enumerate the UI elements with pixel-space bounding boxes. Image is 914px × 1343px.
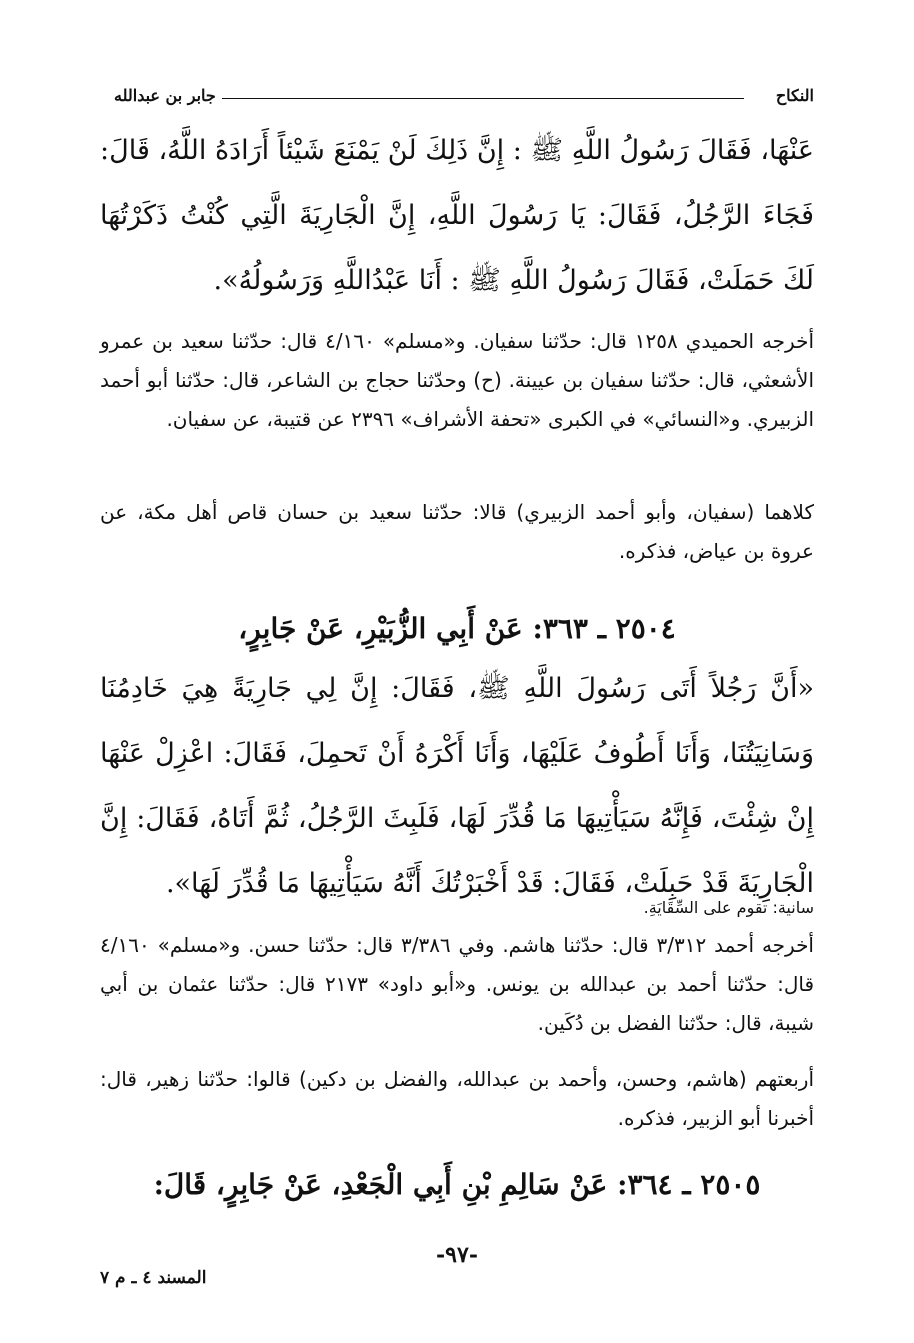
hadith-heading-2505: ٢٥٠٥ ـ ٣٦٤: عَنْ سَالِمِ بْنِ أَبِي الْجَعْدِ، عَنْ جَابِرٍ، قَالَ: [153, 1168, 761, 1201]
hadith-text-2504: «أَنَّ رَجُلاً أَتَى رَسُولَ اللَّهِ ﷺ، فَقَالَ: إِنَّ لِي جَارِيَةً هِيَ خَادِمُنَا وَسَانِيَتُنَا، وَأَنَا أَطُوفُ عَلَيْهَا، وَأَنَا أَكْرَهُ أَنْ تَحمِلَ، فَقَالَ: اعْزِلْ عَنْهَا إِنْ شِئْتَ، فَإِنَّهُ سَيَأْتِيهَا مَا قُدِّرَ لَهَا، فَلَبِثَ الرَّجُلُ، ثُمَّ أَتَاهُ، فَقَالَ: إِنَّ الْجَارِيَةَ قَدْ حَبِلَتْ، فَقَالَ: قَدْ أَخْبَرْتُكَ أَنَّهُ سَيَأْتِيهَا مَا قُدِّرَ لَهَا». [100, 673, 814, 899]
header-rule [210, 98, 744, 99]
takhrij-paragraph-1: أخرجه الحميدي ١٢٥٨ قال: حدّثنا سفيان. و«مسلم» ٤/١٦٠ قال: حدّثنا سعيد بن عمرو الأشعثي، قال: حدّثنا سفيان بن عيينة. (ح) وحدّثنا حجاج بن الشاعر، قال: حدّثنا أبو أحمد الزبيري. و«النسائي» في الكبرى «تحفة الأشراف» ٢٣٩٦ عن قتيبة، عن سفيان. [100, 329, 815, 431]
running-header [114, 84, 814, 108]
takhrij-paragraph-2: كلاهما (سفيان، وأبو أحمد الزبيري) قالا: حدّثنا سعيد بن حسان قاص أهل مكة، عن عروة بن عياض، فذكره. [100, 500, 814, 563]
chapter-title: النكاح [770, 84, 814, 108]
hadith-heading-2504: ٢٥٠٤ ـ ٣٦٣: عَنْ أَبِي الزُّبَيْرِ، عَنْ جَابِرٍ، [238, 612, 676, 645]
takhrij-paragraph-4: أربعتهم (هاشم، وحسن، وأحمد بن عبدالله، والفضل بن دكين) قالوا: حدّثنا زهير، قال: أخبرنا أبو الزبير، فذكره. [100, 1067, 814, 1130]
hadith-text-continued: عَنْهَا، فَقَالَ رَسُولُ اللَّهِ ﷺ : إِنَّ ذَلِكَ لَنْ يَمْنَعَ شَيْئاً أَرَادَهُ اللَّهُ، قَالَ: فَجَاءَ الرَّجُلُ، فَقَالَ: يَا رَسُولَ اللَّهِ، إِنَّ الْجَارِيَةَ الَّتِي كُنْتُ ذَكَرْتُهَا لَكَ حَمَلَتْ، فَقَالَ رَسُولُ اللَّهِ ﷺ : أَنَا عَبْدُاللَّهِ وَرَسُولُهُ». [100, 135, 814, 296]
printer-signature: المسند ٤ ـ م ٧ [100, 1268, 207, 1288]
takhrij-paragraph-3: أخرجه أحمد ٣/٣١٢ قال: حدّثنا هاشم. وفي ٣/٣٨٦ قال: حدّثنا حسن. و«مسلم» ٤/١٦٠ قال: حدّثنا أحمد بن عبدالله بن يونس. و«أبو داود» ٢١٧٣ قال: حدّثنا عثمان بن أبي شيبة، قال: حدّثنا الفضل بن دُكَين. [100, 933, 814, 1035]
page-number: -٩٧- [436, 1242, 478, 1268]
gloss-note: سانية: تقوم على السِّقَايَةِ. [643, 898, 814, 917]
narrator-title: جابر بن عبدالله [114, 84, 222, 108]
